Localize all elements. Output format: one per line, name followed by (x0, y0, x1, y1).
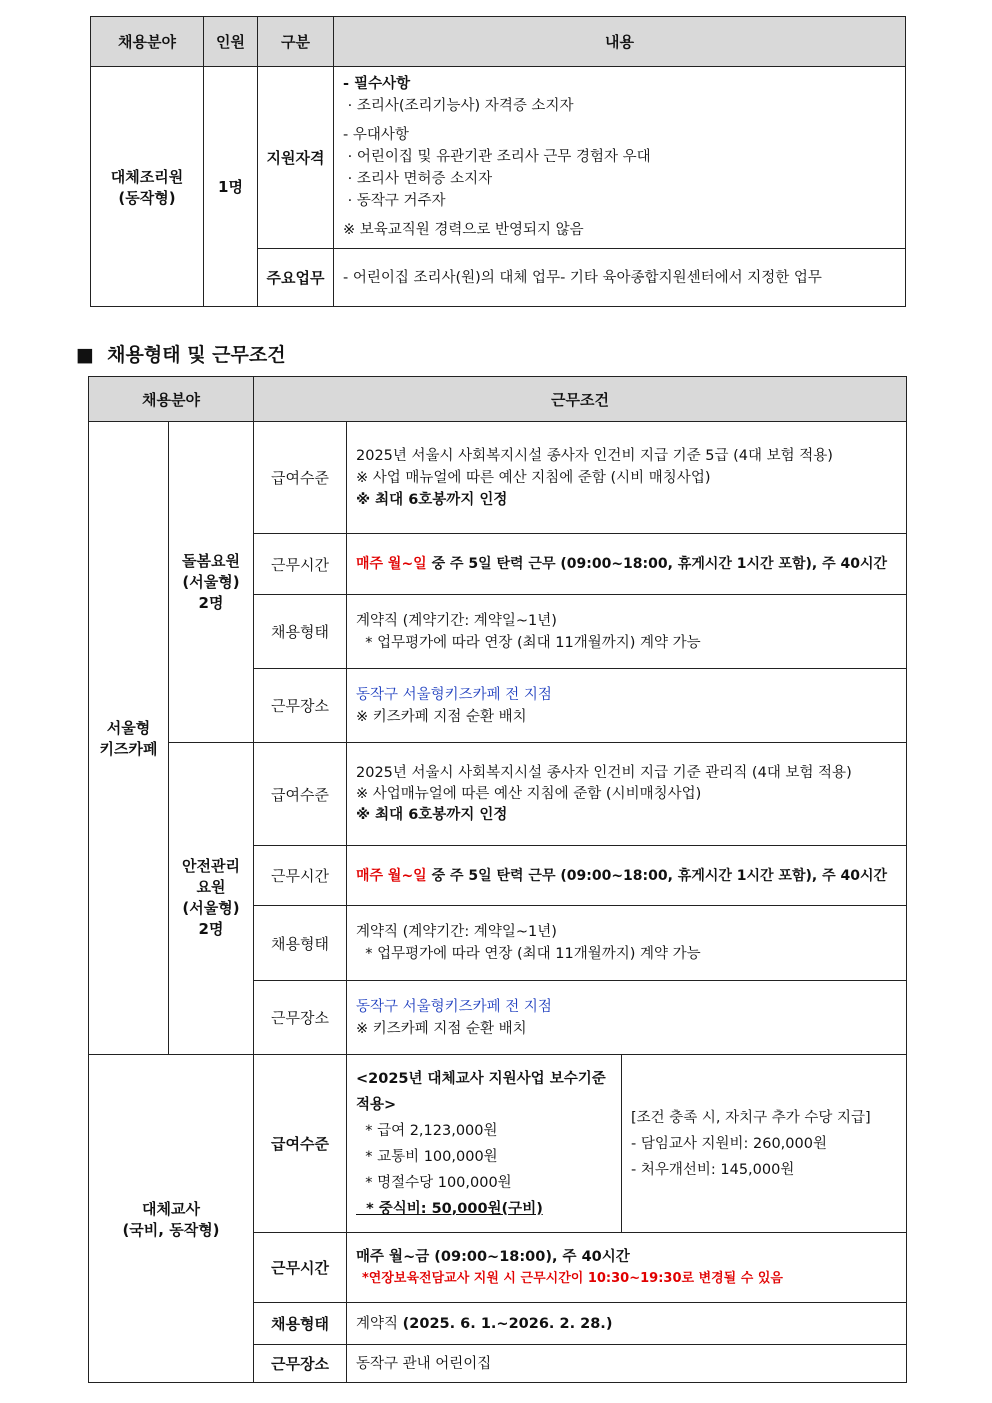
place-note: ※ 키즈카페 지점 순환 배치 (356, 1020, 527, 1037)
extra-line: - 처우개선비: 145,000원 (631, 1161, 795, 1178)
duty-label: 주요업무 (258, 249, 334, 307)
salary-line: 2025년 서울시 사회복지시설 종사자 인건비 지급 기준 관리직 (4대 보험 적용) (356, 764, 852, 781)
qual-label: 지원자격 (258, 67, 334, 249)
sub-type-content (347, 1303, 907, 1345)
safety-role-line: 2명 (198, 920, 224, 938)
field-region: (동작형) (118, 188, 176, 207)
recruit-table-cook (90, 16, 906, 307)
type-period: (2025. 6. 1.~2026. 2. 28.) (402, 1315, 613, 1332)
safety-role-line: 요원 (196, 878, 226, 896)
care-role-line: (서울형) (182, 573, 240, 591)
safety-role-line: (서울형) (182, 899, 240, 917)
sub-role-cell (89, 1055, 254, 1383)
header-category: 구분 (258, 17, 334, 67)
qual-line: · 동작구 거주자 (343, 192, 446, 209)
kids-cafe-line: 키즈카페 (99, 740, 158, 758)
recruit-table-conditions (88, 376, 907, 1383)
qual-content (334, 67, 906, 249)
table1-qual-row (91, 67, 906, 249)
salary-line: ※ 사업매뉴얼에 따른 예산 지침에 준함 (시비매칭사업) (356, 785, 702, 802)
hours-note: *연장보육전담교사 지원 시 근무시간이 10:30~19:30로 변경될 수 있음 (362, 1270, 783, 1286)
salary-line: 2025년 서울시 사회복지시설 종사자 인건비 지급 기준 5급 (4대 보험 적용) (356, 447, 833, 464)
sub-hours-content (347, 1233, 907, 1303)
care-type-label: 채용형태 (254, 595, 347, 669)
safety-type-content (347, 906, 907, 981)
hours-highlight: 매주 월~일 (356, 867, 427, 884)
sub-salary-content (347, 1055, 622, 1233)
header-field: 채용분야 (89, 377, 254, 422)
care-role-line: 돌봄요원 (182, 552, 240, 570)
hours-rest: 중 주 5일 탄력 근무 (09:00~18:00, 휴게시간 1시간 포함), 주 40시간 (426, 556, 888, 572)
type-line: 계약직 (계약기간: 계약일~1년) (356, 924, 557, 940)
hours-text: 매주 월~금 (09:00~18:00), 주 40시간 (356, 1248, 630, 1265)
sub-salary-label: 급여수준 (254, 1055, 347, 1233)
safety-role-cell (169, 743, 254, 1055)
sub-place-label: 근무장소 (254, 1345, 347, 1383)
hours-rest: 중 주 5일 탄력 근무 (09:00~18:00, 휴게시간 1시간 포함), 주 40시간 (426, 867, 888, 884)
salary-title: <2025년 대체교사 지원사업 보수기준 (356, 1070, 606, 1087)
safety-salary-content (347, 743, 907, 846)
salary-title: 적용> (356, 1096, 397, 1113)
type-prefix: 계약직 (356, 1315, 403, 1332)
sub-hours-label: 근무시간 (254, 1233, 347, 1303)
care-salary-label: 급여수준 (254, 422, 347, 534)
header-field: 채용분야 (91, 17, 204, 67)
section-title: ■ 채용형태 및 근무조건 (76, 344, 286, 366)
place-line: 동작구 서울형키즈카페 전 지점 (356, 686, 552, 703)
care-salary-row (89, 422, 907, 534)
header-count: 인원 (204, 17, 258, 67)
salary-item: * 교통비 100,000원 (356, 1148, 498, 1165)
field-name: 대체조리원 (110, 167, 184, 186)
field-cell (91, 67, 204, 307)
salary-line: ※ 사업 매뉴얼에 따른 예산 지침에 준함 (시비 매칭사업) (356, 469, 711, 486)
sub-place-content: 동작구 관내 어린이집 (347, 1345, 907, 1383)
sub-role-line: 대체교사 (142, 1199, 200, 1218)
qual-line: - 필수사항 (343, 75, 411, 92)
extra-line: [조건 충족 시, 자치구 추가 수당 지급] (631, 1109, 871, 1126)
care-place-content (347, 669, 907, 743)
care-type-content (347, 595, 907, 669)
salary-meal: * 중식비: 50,000원(구비) (356, 1200, 543, 1217)
safety-role-line: 안전관리 (182, 857, 240, 875)
count-cell: 1명 (204, 67, 258, 307)
type-line: * 업무평가에 따라 연장 (최대 11개월까지) 계약 가능 (356, 634, 701, 651)
safety-salary-label: 급여수준 (254, 743, 347, 846)
duty-content: - 어린이집 조리사(원)의 대체 업무- 기타 육아종합지원센터에서 지정한 업무 (334, 249, 906, 307)
safety-type-label: 채용형태 (254, 906, 347, 981)
sub-salary-row (89, 1055, 907, 1233)
care-hours-content (347, 534, 907, 595)
hours-highlight: 매주 월~일 (356, 556, 427, 572)
table1-header-row (91, 17, 906, 67)
place-note: ※ 키즈카페 지점 순환 배치 (356, 708, 527, 725)
safety-hours-label: 근무시간 (254, 846, 347, 906)
extra-line: - 담임교사 지원비: 260,000원 (631, 1135, 827, 1152)
sub-extra-content (622, 1055, 907, 1233)
salary-item: * 명절수당 100,000원 (356, 1174, 512, 1191)
care-role-line: 2명 (198, 594, 224, 612)
sub-role-line: (국비, 동작형) (122, 1220, 220, 1239)
salary-line: ※ 최대 6호봉까지 인정 (356, 491, 508, 508)
qual-line: - 우대사항 (343, 126, 409, 143)
safety-hours-content (347, 846, 907, 906)
care-hours-label: 근무시간 (254, 534, 347, 595)
safety-place-label: 근무장소 (254, 981, 347, 1055)
qual-line: · 조리사 면허증 소지자 (343, 170, 493, 187)
type-line: 계약직 (계약기간: 계약일~1년) (356, 612, 557, 629)
care-salary-content (347, 422, 907, 534)
qual-line: ※ 보육교직원 경력으로 반영되지 않음 (343, 221, 584, 238)
type-line: * 업무평가에 따라 연장 (최대 11개월까지) 계약 가능 (356, 946, 701, 962)
qual-line: · 조리사(조리기능사) 자격증 소지자 (343, 97, 574, 114)
care-place-label: 근무장소 (254, 669, 347, 743)
safety-salary-row (89, 743, 907, 846)
kids-cafe-line: 서울형 (106, 719, 151, 737)
salary-line: ※ 최대 6호봉까지 인정 (356, 806, 508, 823)
safety-place-content (347, 981, 907, 1055)
qual-line: · 어린이집 및 유관기관 조리사 근무 경험자 우대 (343, 148, 651, 165)
place-line: 동작구 서울형키즈카페 전 지점 (356, 998, 552, 1015)
header-conditions: 근무조건 (254, 377, 907, 422)
kids-cafe-cell (89, 422, 169, 1055)
salary-item: * 급여 2,123,000원 (356, 1122, 498, 1139)
table2-header-row (89, 377, 907, 422)
care-role-cell (169, 422, 254, 743)
sub-type-label: 채용형태 (254, 1303, 347, 1345)
header-content: 내용 (334, 17, 906, 67)
